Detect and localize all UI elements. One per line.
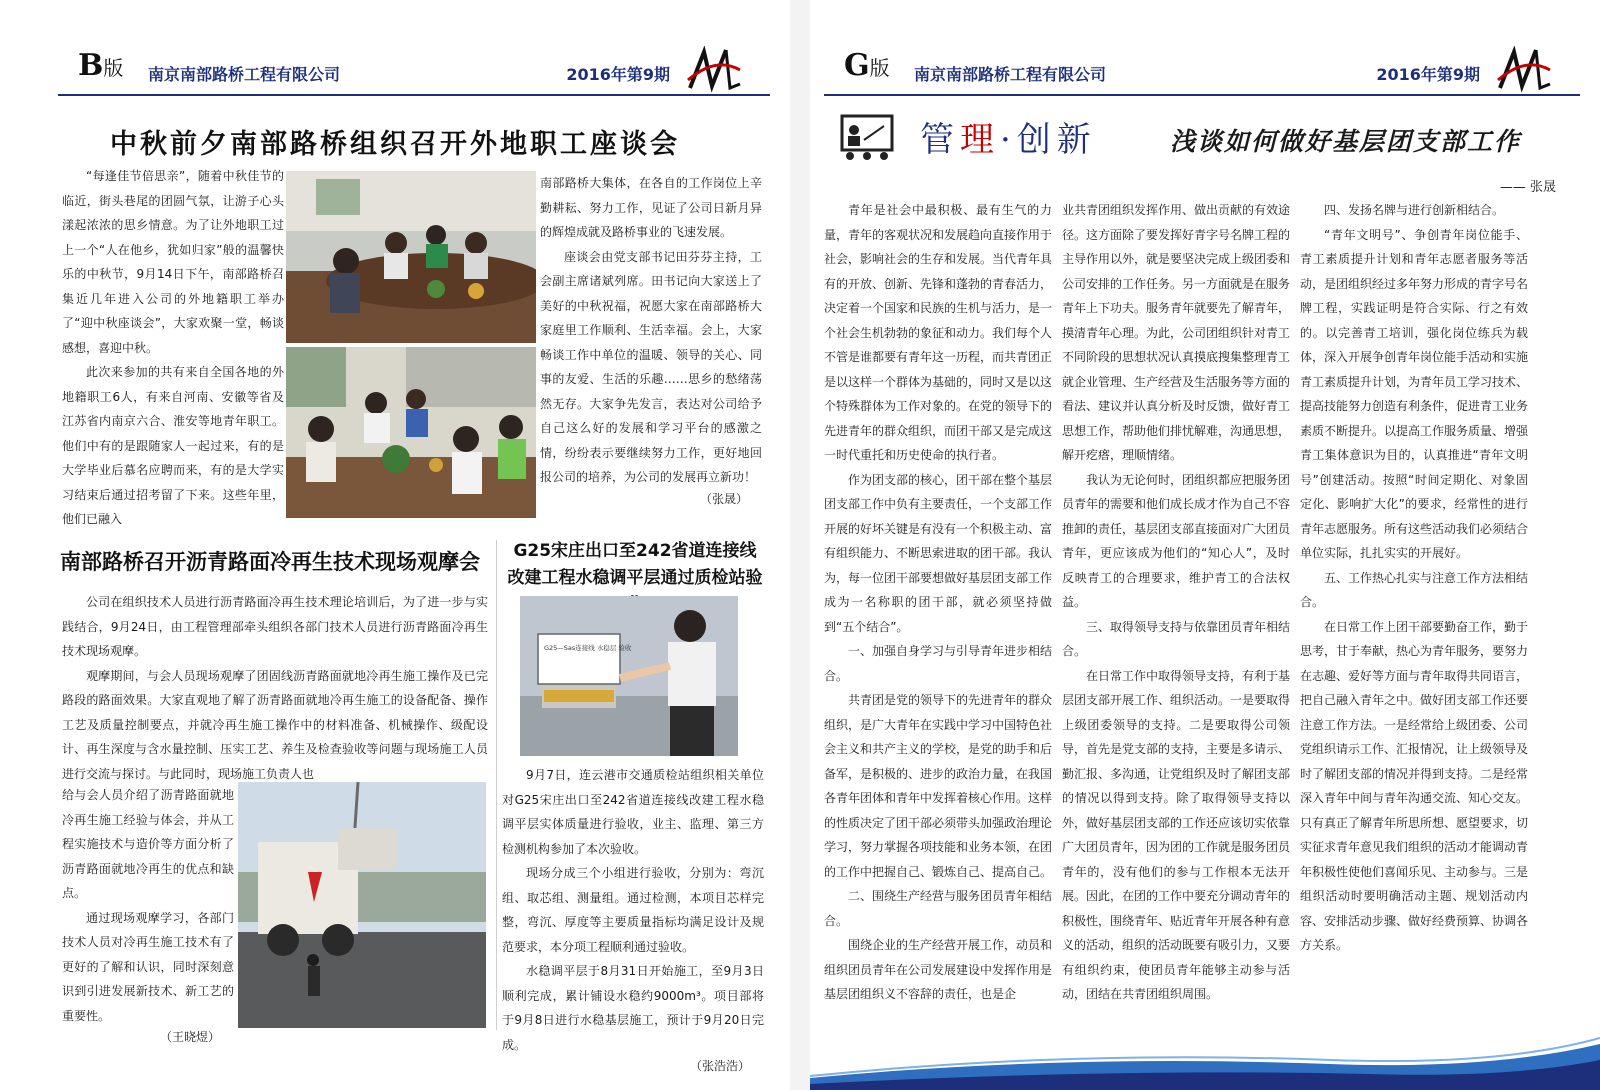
road-recycler-photo (238, 782, 486, 1028)
article3-para: 9月7日，连云港市交通质检站组织相关单位对G25宋庄出口至242省道连接线改建工程水稳调平层实体质量进行验收，业主、监理、第三方检测机构参加了本次验收。 (502, 768, 764, 856)
article2-para: 通过现场观摩学习，各部门技术人员对冷再生施工技术有了更好的了解和认识，同时深刻意识到引进发展新技术、新工艺的重要性。 (62, 910, 234, 1023)
column-para: “青年文明号”、争创青年岗位能手、青工素质提升计划和青年志愿者服务等活动，是团组织经过多年努力形成的青字号名牌工程，实践证明是符合实际、行之有效的。以完善青工培训，强化岗位练兵为载体，深入开展争创青年岗位能手活动和实施青工素质提升计划，为青年员工学习技术、提高技能努力创造有利条件，促进青工业务素质不断提升。以提高工作服务质量、增强青工集体意识为目的，认真推进“青年文明号”创建活动。按照“时间定期化、对象固定化、影响扩大化”的要求，经常性的进行青年志愿服务。所有这些活动我们必须结合单位实际，扎扎实实的开展好。 (1300, 227, 1529, 560)
article-columns (824, 0, 1540, 1090)
column-para: 在日常工作上团干部要勤奋工作，勤于思考，甘于奉献，热心为青年服务，要努力在志趣、爱好等方面与青年取得共同语言，把自己融入青年之中。做好团支部工作还要注意工作方法。一是经常给上级团委、公司党组织请示工作、汇报情况，让上级领导及时了解团支部的情况并得到支持。二是经常深入青年中间与青年沟通交流、知心交友。只有真正了解青年所思所想、愿望要求，切实征求青年意见我们组织的活动才能调动青年积极性使他们喜闻乐见、主动参与。三是组织活动时要明确活动主题、规划活动内容、安排活动步骤、做好经费预算、协调各方关系。 (1300, 619, 1529, 952)
column-1 (824, 198, 1052, 1007)
column-subheading: 五、工作热心扎实与注意工作方法相结合。 (1300, 570, 1529, 609)
page-g (810, 0, 1600, 1090)
article-author: —— 张晟 (1499, 180, 1556, 195)
article2-top (62, 590, 488, 786)
footer-wave (810, 1034, 1600, 1090)
inspection-photo (520, 596, 738, 756)
article3-headline-line2: 改建工程水稳调平层通过质检站验 (507, 568, 763, 588)
column-para: 作为团支部的核心，团干部在整个基层团支部工作中负有主要责任，一个支部工作开展的好坏关键是有没有一个积极主动、富有组织能力、不断思索进取的团干部。我认为，每一位团干部要想做好基层团支部工作成为一名称职的团干部，就必须坚持做到“五个结合”。 (824, 472, 1053, 634)
article3-headline-line1: G25宋庄出口至242省道连接线 (513, 541, 757, 561)
page-letter: G版 (844, 48, 890, 83)
article2-para: 观摩期间，与会人员现场观摩了团固线沥青路面就地冷再生施工操作及已完路段的路面效果。大家直观地了解了沥青路面就地冷再生施工的设备配备、操作工艺及质量控制要点，并就冷再生施工操作中的材料准备、机械操作、级配设计、再生深度与含水量控制、压实工艺、养生及检查验收等问题与现场施工人员进行交流与探讨。与此同时，现场施工负责人也 (62, 668, 488, 781)
company-name: 南京南部路桥工程有限公司 (148, 65, 341, 84)
article1-para: 此次来参加的共有来自全国各地的外地籍职工6人，有来自河南、安徽等省及江苏省内南京六合、淮安等地青年职工。他们中有的是跟随家人一起过来，有的是大学毕业后慕名应聘而来，有的是大学实习结束后通过招考留了下来。这些年里，他们已融入 (62, 365, 284, 526)
article1-col-a (62, 164, 284, 532)
section-title: 管理·创新 (920, 120, 1097, 160)
board-text: G25—Sas连接线 水稳层 验收 (544, 644, 632, 652)
article2-para: 公司在组织技术人员进行沥青路面冷再生技术理论培训后，为了进一步与实践结合，9月24日，由工程管理部牵头组织各部门技术人员进行沥青路面冷再生技术现场观摩。 (62, 595, 488, 658)
article2-headline: 南部路桥召开沥青路面冷再生技术现场观摩会 (60, 550, 480, 574)
article1-para: “每逢佳节倍思亲”，随着中秋佳节的临近，街头巷尾的团圆气氛，让游子心头漾起浓浓的思乡情意。为了让外地职工过上一个“人在他乡，犹如归家”般的温馨快乐的中秋节，9月14日下午，南部路桥召集近几年进入公司的外地籍职工举办了“迎中秋座谈会”，大家欢聚一堂，畅谈感想，喜迎中秋。 (62, 169, 284, 355)
column-para: 青年是社会中最积极、最有生气的力量，青年的客观状况和发展趋向直接作用于社会，影响社会的生存和发展。当代青年具有的开放、创新、先锋和蓬勃的青春活力，决定着一个国家和民族的生机与活力，是一个社会生机勃勃的象征和动力。我们每个人不管是谁都要有青年这一历程，而共青团正是以这样一个群体为基础的，同时又是以这个特殊群体为工作对象的。在党的领导下的先进青年的群众组织，而团干部又是完成这一时代重托和历史使命的执行者。 (824, 203, 1053, 462)
article3-para: 现场分成三个小组进行验收，分别为：弯沉组、取芯组、测量组。通过检测，本项目芯样完整，弯沉、厚度等主要质量指标均满足设计及规范要求，本分项工程顺利通过验收。 (502, 866, 764, 954)
article2-para: 给与会人员介绍了沥青路面就地冷再生施工经验与体会，并从工程实施技术与造价等方面分析了沥青路面就地冷再生的优点和缺点。 (62, 788, 234, 900)
page-gutter (790, 0, 810, 1090)
column-subheading: 一、加强自身学习与引导青年进步相结合。 (824, 644, 1053, 683)
column-para: 业共青团组织发挥作用、做出贡献的有效途径。这方面除了要发挥好青字号名牌工程的主导作用以外，就是要坚决完成上级团委和公司安排的工作任务。另一方面就是在服务青年上下功夫。服务青年就要先了解青年，摸清青年心理。为此，公司团组织针对青工不同阶段的思想状况认真摸底搜集整理青工就企业管理、生产经营及生活服务等方面的看法、建议并认真分析及时反馈，做好青工思想工作，帮助他们排忧解难，沟通思想，解开疙瘩，理顺情绪。 (1062, 203, 1291, 462)
article3-byline: （张浩浩） (689, 1059, 750, 1073)
column-para: 我认为无论何时，团组织都应把服务团员青年的需要和他们成长成才作为自己不容推卸的责任，基层团支部直接面对广大团员青年，更应该成为他们的“知心人”，及时反映青工的合理要求，维护青工的合法权益。 (1062, 472, 1291, 609)
column-3 (1300, 198, 1528, 958)
column-para: 共青团是党的领导下的先进青年的群众组织，是广大青年在实践中学习中国特色社会主义和共产主义的学校，是党的助手和后备军，是积极的、进步的政治力量，在我国各青年团体和青年中发挥着核心作用。这样的性质决定了团干部必须带头加强政治理论学习，努力掌握各项技能和业务本领，在团的工作中把握自己、锻炼自己、提高自己。 (824, 693, 1053, 879)
article2-bottom (62, 783, 234, 1045)
article1-para: 南部路桥大集体，在各自的工作岗位上辛勤耕耘、努力工作，见证了公司日新月异的辉煌成就及路桥事业的飞速发展。 (540, 176, 762, 239)
page-b (0, 0, 790, 1090)
column-para: 在日常工作中取得领导支持，有利于基层团支部开展工作、组织活动。一是要取得上级团委领导的支持。二是要取得公司领导，首先是党支部的支持，主要是多请示、勤汇报、多沟通，让党组织及时了解团支部的情况以得到支持。除了取得领导支持以外，做好基层团支部的工作还应该切实依靠广大团员青年，因为团的工作就是服务团员青年的，没有他们的参与工作根本无法开展。因此，在团的工作中要充分调动青年的积极性，围绕青年、贴近青年开展各种有意义的活动，组织的活动既要有吸引力，又要有组织约束，使团员青年能够主动参与活动，团结在共青团组织周围。 (1062, 668, 1291, 1001)
page-letter: B版 (78, 48, 124, 83)
column-subheading: 二、围绕生产经营与服务团员青年相结合。 (824, 889, 1053, 928)
company-name: 南京南部路桥工程有限公司 (914, 65, 1107, 84)
article1-para: 座谈会由党支部书记田芬芬主持，工会副主席诸斌列席。田书记向大家送上了美好的中秋祝福，祝愿大家在南部路桥大家庭里工作顺利、生活幸福。会上，大家畅谈工作中单位的温暖、领导的关心、同事的友爱、生活的乐趣……思乡的愁绪荡然无存。大家争先发言，表达对公司给予自己这么好的发展和学习平台的感激之情，纷纷表示要继续努力工作，更好地回报公司的培养，为公司的发展再立新功！ (540, 249, 762, 484)
article3-body (502, 763, 764, 1074)
column-para: 围绕企业的生产经营开展工作，动员和组织团员青年在公司发展建设中发挥作用是基层团组织义不容辞的责任，也是企 (824, 938, 1053, 1001)
masthead (58, 44, 770, 96)
column-subheading: 三、取得领导支持与依靠团员青年相结合。 (1062, 619, 1291, 658)
issue-number: 2016年第9期 (1376, 65, 1480, 84)
article1-byline: （张晟） (699, 491, 748, 506)
column-subheading: 四、发扬名牌与进行创新相结合。 (1324, 203, 1505, 217)
article-title: 浅谈如何做好基层团支部工作 (1170, 127, 1522, 156)
column-divider (496, 540, 497, 1030)
article1-col-b (540, 171, 762, 507)
company-logo (686, 46, 742, 92)
meeting-photo-2 (286, 347, 536, 518)
meeting-photo-1 (286, 171, 536, 343)
article3-para: 水稳调平层于8月31日开始施工，至9月3日顺利完成，累计铺设水稳约9000m³。项目部将于9月8日进行水稳基层施工，预计于9月20日完成。 (502, 964, 764, 1052)
article2-byline: （王晓煜） (159, 1030, 220, 1044)
column-2 (1062, 198, 1290, 1007)
issue-number: 2016年第9期 (566, 65, 670, 84)
article1-headline: 中秋前夕南部路桥组织召开外地职工座谈会 (110, 129, 680, 160)
